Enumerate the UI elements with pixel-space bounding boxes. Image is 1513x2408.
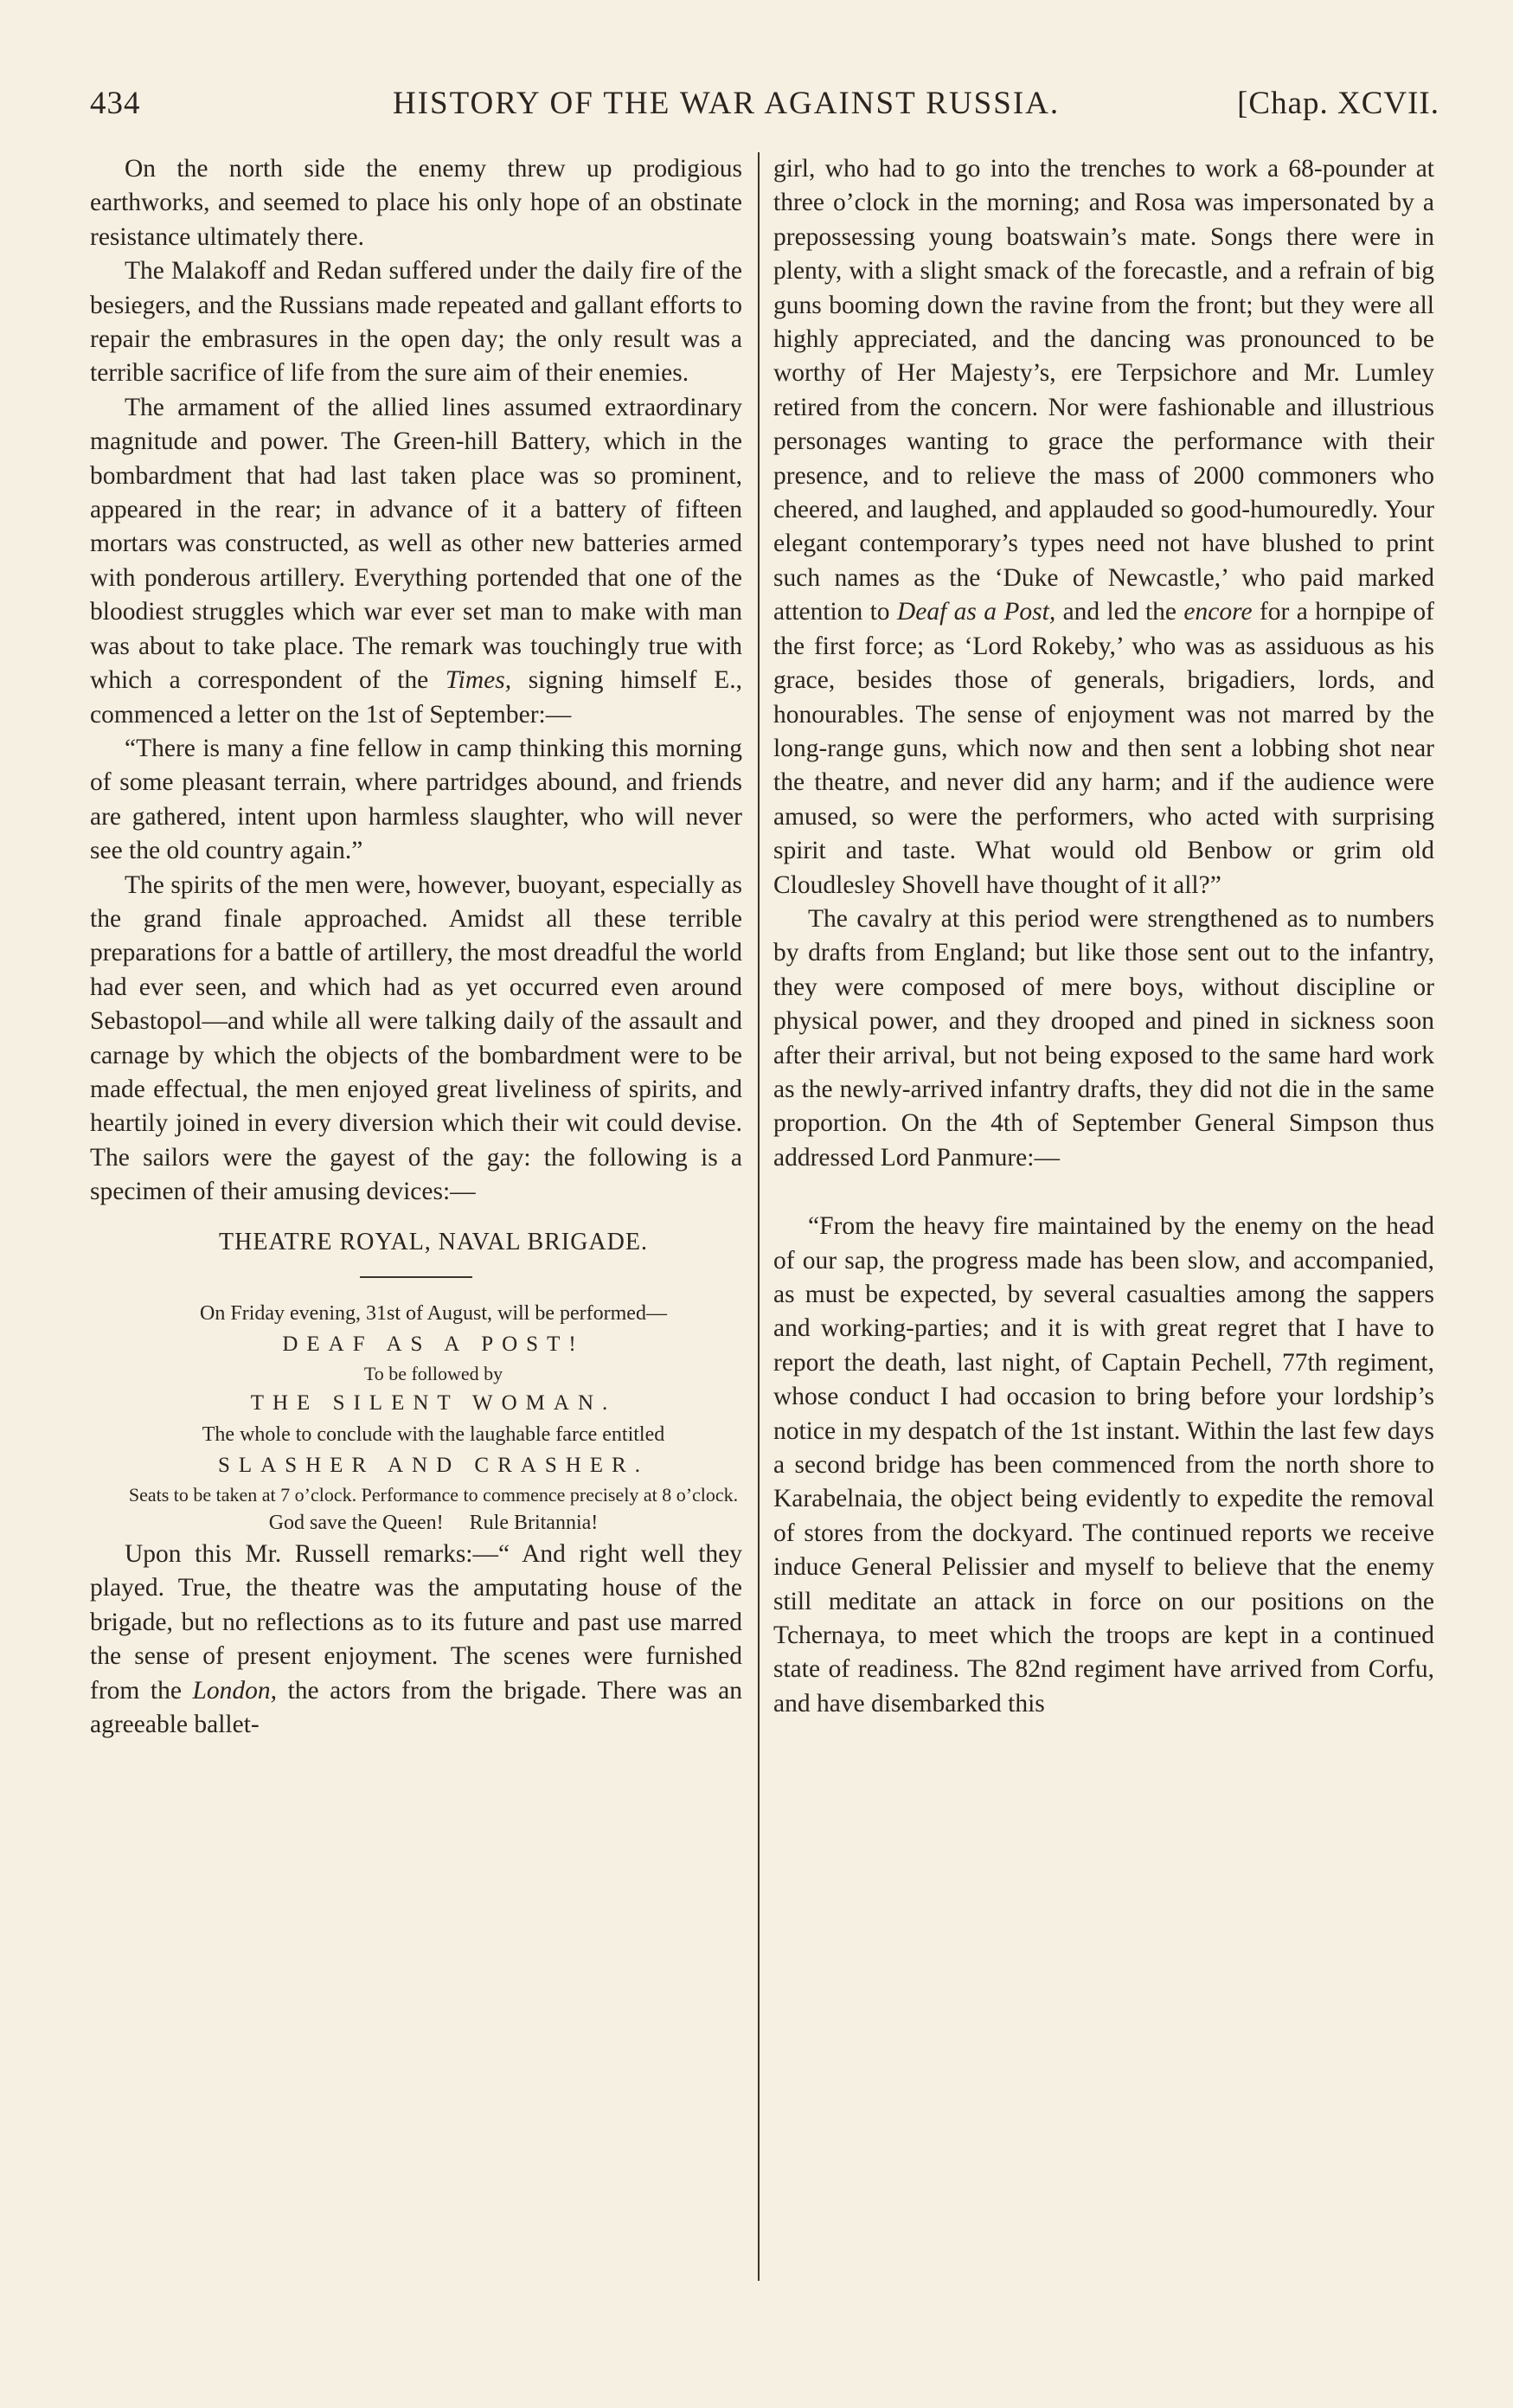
chapter-label: [Chap. XCVII.: [1237, 86, 1439, 121]
right-column: [773, 152, 1434, 1721]
paragraph: The Malakoff and Redan suffered under the daily fire of the besiegers, and the Russians made repeated and gallant efforts to repair the embrasures in the open day; the only result was a terrible sacrifice of life from the sure aim of their enemies.: [90, 257, 742, 388]
running-header: [90, 85, 1439, 130]
playbill: [90, 1225, 742, 1538]
despatch-quotation: “From the heavy fire maintained by the enemy on the head of our sap, the progress made has been slow, and accompanied, as must be expected, by several casualties among the sappers and working-parties; and it is with great regret that I have to report the death, last night, of Captain Pechell, 77th regiment, whose conduct I had occasion to bring before your lordship’s notice in my despatch of the 1st instant. Within the last few days a second bridge has been commenced from the north shore to Karabelnaia, the object being evidently to expedite the removal of stores from the dockyard. The continued reports we receive induce General Pelissier and myself to believe that the enemy still meditate an attack in force on our positions on the Tchernaya, to meet which the troops are kept in a continued state of readiness. The 82nd regiment have arrived from Corfu, and have disembarked this: [773, 1212, 1434, 1718]
paragraph: The armament of the allied lines assumed extraordinary magnitude and power. The Green-hill Battery, which in the bombardment that had last taken place was so prominent, appeared in the rear; in advance of it a battery of fifteen mortars was constructed, as well as other new batteries armed with ponderous artillery. Everything portended that one of the bloodiest struggles which war ever set man to make with man was about to take place. The remark was touchingly true with which a correspondent of the Times, signing himself E., commenced a letter on the 1st of September:—: [90, 393, 742, 729]
playbill-play-title: SLASHER AND CRASHER.: [218, 1454, 649, 1477]
paragraph: On the north side the enemy threw up prodigious earthworks, and seemed to place his only hope of an obstinate resistance ultimately there.: [90, 155, 742, 251]
paragraph: girl, who had to go into the trenches to work a 68-pounder at three o’clock in the morning; and Rosa was impersonated by a prepossessing young boatswain’s mate. Songs there were in plenty, with a slight smack of the forecastle, and a refrain of big guns booming down the ravine from the front; but they were all highly appreciated, and the dancing was pronounced to be worthy of Her Majesty’s, ere Terpsichore and Mr. Lumley retired from the concern. Nor were fashionable and illustrious personages wanting to grace the performance with their presence, and to relieve the mass of 2000 commoners who cheered, and laughed, and applauded so good-humouredly. Your elegant contemporary’s types need not have blushed to print such names as the ‘Duke of Newcastle,’ who paid marked attention to Deaf as a Post, and led the encore for a hornpipe of the first force; as ‘Lord Rokeby,’ who was as assiduous as his grace, besides those of generals, brigadiers, lords, and honourables. The sense of enjoyment was not marred by the long-range guns, which now and then sent a lobbing shot near the theatre, and never did any harm; and if the audience were amused, so were the performers, who acted with surprising spirit and taste. What would old Benbow or grim old Cloudlesley Shovell have thought of it all?”: [773, 155, 1434, 899]
encore-word: encore: [1183, 598, 1253, 626]
playbill-divider: [360, 1276, 472, 1278]
playbill-line: To be followed by: [363, 1363, 503, 1384]
ship-name: London,: [192, 1676, 278, 1705]
playbill-play-title: DEAF AS A POST!: [282, 1332, 585, 1356]
playbill-line: Seats to be taken at 7 o’clock. Performance to commence precisely at 8 o’clock.: [128, 1484, 739, 1506]
playbill-line: The whole to conclude with the laughable farce entitled: [202, 1423, 665, 1446]
quotation: “There is many a fine fellow in camp thinking this morning of some pleasant terrain, where partridges abound, and friends are gathered, intent upon harmless slaughter, who will never see the old country again.”: [90, 734, 742, 865]
paragraph: The spirits of the men were, however, buoyant, especially as the grand finale approached. Amidst all these terrible preparations for a battle of artillery, the most dreadful the world had ever seen, and which had as yet occurred even around Sebastopol—and while all were talking daily of the assault and carnage by which the objects of the bombardment were to be made effectual, the men enjoyed great liveliness of spirits, and heartily joined in every diversion which their wit could devise. The sailors were the gayest of the gay: the following is a specimen of their amusing devices:—: [90, 870, 742, 1206]
playbill-play-title: THE SILENT WOMAN.: [250, 1391, 617, 1415]
column-divider: [758, 152, 760, 2281]
left-column: [90, 152, 742, 1742]
play-title: Deaf as a Post,: [896, 598, 1056, 626]
running-title: HISTORY OF THE WAR AGAINST RUSSIA.: [393, 86, 1061, 121]
playbill-footer: God save the Queen! Rule Britannia!: [268, 1512, 599, 1534]
spacer: [773, 1175, 1434, 1210]
playbill-heading: THEATRE ROYAL, NAVAL BRIGADE.: [219, 1228, 648, 1255]
paragraph: The cavalry at this period were strengthened as to numbers by drafts from England; but like those sent out to the infantry, they were composed of mere boys, without discipline or physical power, and they drooped and pined in sickness soon after their arrival, but not being exposed to the same hard work as the newly-arrived infantry drafts, they did not die in the same proportion. On the 4th of September General Simpson thus addressed Lord Panmure:—: [773, 904, 1434, 1172]
newspaper-title: Times,: [445, 666, 512, 695]
page-number: 434: [90, 86, 141, 121]
paragraph: Upon this Mr. Russell remarks:—“ And right well they played. True, the theatre was the amputating house of the brigade, but no reflections as to its future and past use marred the sense of present enjoyment. The scenes were furnished from the London, the actors from the brigade. There was an agreeable ballet-: [90, 1540, 743, 1739]
playbill-line: On Friday evening, 31st of August, will be performed—: [200, 1302, 667, 1325]
